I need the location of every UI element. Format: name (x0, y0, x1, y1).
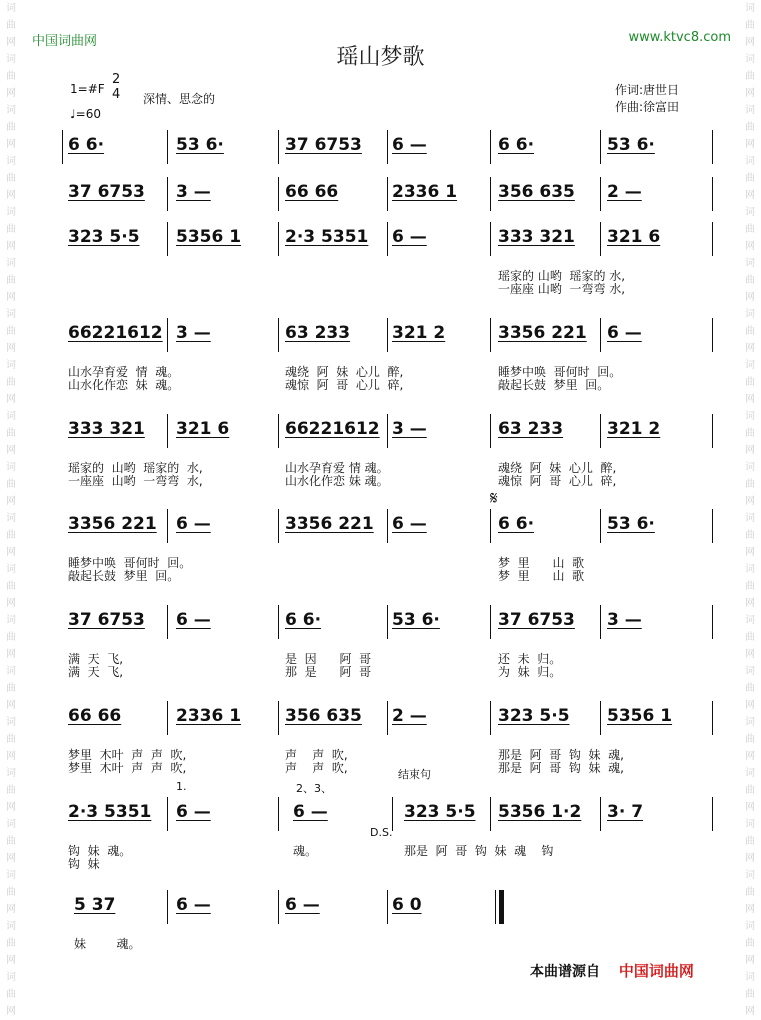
segno-sign: 𝄋 (490, 488, 498, 509)
measure: 356 635 (498, 182, 575, 202)
bar-line (387, 177, 388, 211)
watermark-char: 网 (745, 802, 755, 813)
measure: 321 2 (392, 323, 446, 343)
watermark-char: 曲 (745, 530, 755, 541)
measure: 37 6753 (68, 182, 145, 202)
watermark-char: 词 (6, 462, 16, 473)
measure: 37 6753 (68, 610, 145, 630)
lyric-line: 魂绕 阿 妹 心儿 醉, 魂惊 阿 哥 心儿 碎, (285, 365, 404, 392)
bar-line (600, 605, 601, 639)
footer-brand[interactable]: 中国词曲网 (618, 962, 694, 980)
bar-line (712, 509, 713, 543)
watermark-char: 词 (745, 717, 755, 728)
watermark-char: 词 (6, 360, 16, 371)
bar-line (387, 605, 388, 639)
measure: 6 6· (498, 514, 535, 534)
watermark-char: 曲 (745, 734, 755, 745)
watermark-char: 网 (745, 1006, 755, 1017)
bar-line (278, 797, 279, 831)
coda-label: 结束句 (398, 768, 431, 781)
watermark-char: 词 (6, 207, 16, 218)
watermark-char: 曲 (6, 275, 16, 286)
measure: 5356 1·2 (498, 802, 582, 822)
measure: 2336 1 (392, 182, 458, 202)
bar-line (490, 318, 491, 352)
bar-line (278, 414, 279, 448)
lyric-line: 妹 魂。 (74, 937, 141, 951)
measure: 3356 221 (68, 514, 157, 534)
watermark-char: 词 (745, 309, 755, 320)
final-barline (499, 890, 504, 924)
measure: 3356 221 (498, 323, 587, 343)
bar-line (712, 318, 713, 352)
watermark-char: 词 (745, 360, 755, 371)
measure: 6 6· (498, 135, 535, 155)
bar-line (712, 605, 713, 639)
bar-line (600, 797, 601, 831)
lyric-line: 那是 阿 哥 钩 妹 魂 钩 (404, 844, 554, 858)
lyric-line: 满 天 飞, 满 天 飞, (68, 652, 124, 679)
dal-segno: D.S. (370, 826, 393, 839)
measure: 3· 7 (607, 802, 644, 822)
watermark-char: 网 (745, 496, 755, 507)
watermark-char: 曲 (745, 989, 755, 1000)
bar-line (712, 177, 713, 211)
bar-line (387, 130, 388, 164)
bar-line (712, 414, 713, 448)
watermark-char: 网 (6, 955, 16, 966)
lyric-line: 那是 阿 哥 钩 妹 魂, 那是 阿 哥 钩 妹 魂, (498, 748, 624, 775)
watermark-char: 词 (6, 768, 16, 779)
watermark-char: 曲 (745, 173, 755, 184)
watermark-char: 网 (6, 241, 16, 252)
measure: 2 — (392, 706, 427, 726)
watermark-char: 词 (745, 156, 755, 167)
song-title: 瑶山梦歌 (336, 45, 425, 70)
time-denominator: 4 (112, 87, 121, 102)
measure: 66 66 (285, 182, 339, 202)
watermark-char: 词 (745, 513, 755, 524)
watermark-char: 曲 (6, 734, 16, 745)
measure: 6 — (176, 514, 211, 534)
watermark-char: 网 (6, 394, 16, 405)
watermark-char: 词 (745, 411, 755, 422)
bar-line (712, 701, 713, 735)
measure: 2·3 5351 (285, 227, 369, 247)
bar-line (278, 509, 279, 543)
volta-2-3: 2、3、 (296, 782, 332, 795)
bar-line (600, 701, 601, 735)
lyric-line: 声 声 吹, 声 声 吹, (285, 748, 348, 775)
footer-source: 本曲谱源自 (530, 964, 600, 980)
bar-line (600, 318, 601, 352)
watermark-char: 词 (745, 462, 755, 473)
measure: 323 5·5 (404, 802, 476, 822)
measure: 6 — (176, 802, 211, 822)
measure: 53 6· (392, 610, 440, 630)
watermark-char: 曲 (745, 938, 755, 949)
watermark-char: 曲 (6, 71, 16, 82)
measure: 6 — (285, 895, 320, 915)
bar-line (490, 222, 491, 256)
lyric-line: 山水孕育爱 情 魂。 山水化作恋 妹 魂。 (285, 461, 389, 488)
watermark-char: 网 (745, 853, 755, 864)
measure: 5 37 (74, 895, 116, 915)
watermark-char: 词 (745, 615, 755, 626)
bar-line (490, 701, 491, 735)
bar-line (495, 890, 496, 924)
measure: 53 6· (607, 135, 655, 155)
lyric-line: 梦 里 山 歌 梦 里 山 歌 (498, 556, 585, 583)
measure: 3 — (392, 419, 427, 439)
lyric-line: 瑶家的 山哟 瑶家的 水, 一座座 山哟 一弯弯 水, (68, 461, 203, 488)
watermark-char: 曲 (6, 581, 16, 592)
watermark-char: 曲 (6, 377, 16, 388)
watermark-char: 词 (745, 54, 755, 65)
watermark-char: 网 (745, 547, 755, 558)
watermark-char: 网 (6, 1006, 16, 1017)
watermark-char: 词 (745, 564, 755, 575)
watermark-char: 词 (745, 768, 755, 779)
watermark-char: 曲 (745, 428, 755, 439)
watermark-char: 网 (6, 649, 16, 660)
measure: 63 233 (285, 323, 351, 343)
watermark-char: 词 (6, 870, 16, 881)
watermark-char: 网 (6, 547, 16, 558)
measure: 6 — (392, 227, 427, 247)
bar-line (712, 797, 713, 831)
watermark-char: 曲 (745, 71, 755, 82)
watermark-char: 曲 (6, 938, 16, 949)
bar-line (62, 130, 63, 164)
time-signature (112, 72, 120, 102)
watermark-char: 网 (6, 853, 16, 864)
bar-line (600, 414, 601, 448)
lyric-line: 还 未 归。 为 妹 归。 (498, 652, 562, 679)
watermark-char: 词 (6, 717, 16, 728)
bar-line (278, 318, 279, 352)
bar-line (387, 222, 388, 256)
watermark-char: 词 (745, 105, 755, 116)
watermark-char: 曲 (6, 683, 16, 694)
watermark-char: 曲 (6, 530, 16, 541)
lyric-line: 魂绕 阿 妹 心儿 醉, 魂惊 阿 哥 心儿 碎, (498, 461, 617, 488)
watermark-char: 词 (745, 819, 755, 830)
measure: 6 — (392, 135, 427, 155)
watermark-right (739, 0, 761, 1017)
watermark-char: 网 (745, 445, 755, 456)
bar-line (600, 130, 601, 164)
measure: 66221612 (68, 323, 163, 343)
measure: 321 2 (607, 419, 661, 439)
measure: 3356 221 (285, 514, 374, 534)
measure: 321 6 (607, 227, 661, 247)
watermark-char: 网 (745, 37, 755, 48)
watermark-char: 网 (6, 88, 16, 99)
bar-line (600, 177, 601, 211)
measure: 2 — (607, 182, 642, 202)
bar-line (387, 414, 388, 448)
bar-line (490, 797, 491, 831)
measure: 66 66 (68, 706, 122, 726)
bar-line (167, 797, 168, 831)
lyric-line: 魂。 (293, 844, 318, 858)
watermark-char: 曲 (745, 887, 755, 898)
measure: 6 6· (285, 610, 322, 630)
watermark-char: 词 (6, 54, 16, 65)
watermark-char: 网 (745, 343, 755, 354)
watermark-char: 网 (745, 394, 755, 405)
measure: 37 6753 (285, 135, 362, 155)
watermark-char: 词 (745, 921, 755, 932)
watermark-char: 曲 (745, 836, 755, 847)
watermark-char: 曲 (745, 683, 755, 694)
watermark-char: 曲 (745, 326, 755, 337)
measure: 63 233 (498, 419, 564, 439)
watermark-char: 词 (6, 309, 16, 320)
bar-line (278, 605, 279, 639)
bar-line (278, 177, 279, 211)
site-name[interactable]: 中国词曲网 (32, 34, 98, 49)
watermark-char: 词 (745, 258, 755, 269)
footer (530, 960, 694, 981)
measure: 6 6· (68, 135, 105, 155)
bar-line (167, 605, 168, 639)
watermark-char: 网 (745, 139, 755, 150)
credits (615, 82, 679, 116)
measure: 333 321 (68, 419, 145, 439)
watermark-char: 曲 (745, 275, 755, 286)
watermark-char: 词 (6, 513, 16, 524)
tempo-marking: ♩=60 (70, 107, 101, 121)
bar-line (167, 701, 168, 735)
measure: 66221612 (285, 419, 380, 439)
bar-line (600, 222, 601, 256)
watermark-char: 曲 (6, 836, 16, 847)
measure: 323 5·5 (68, 227, 140, 247)
measure: 3 — (607, 610, 642, 630)
measure: 53 6· (607, 514, 655, 534)
watermark-char: 网 (745, 598, 755, 609)
watermark-char: 曲 (745, 20, 755, 31)
watermark-char: 词 (6, 3, 16, 14)
watermark-char: 曲 (6, 428, 16, 439)
watermark-char: 网 (745, 904, 755, 915)
bar-line (167, 890, 168, 924)
site-url[interactable]: www.ktvc8.com (628, 30, 731, 45)
watermark-char: 网 (6, 751, 16, 762)
watermark-char: 网 (745, 700, 755, 711)
bar-line (387, 890, 388, 924)
watermark-char: 词 (6, 105, 16, 116)
watermark-char: 曲 (6, 326, 16, 337)
watermark-char: 网 (6, 190, 16, 201)
watermark-char: 网 (6, 904, 16, 915)
measure: 356 635 (285, 706, 362, 726)
measure: 333 321 (498, 227, 575, 247)
measure: 323 5·5 (498, 706, 570, 726)
lyricist: 作词:唐世日 (615, 83, 680, 97)
bar-line (167, 318, 168, 352)
lyric-line: 钩 妹 魂。 钩 妹 (68, 844, 132, 871)
watermark-char: 网 (6, 802, 16, 813)
watermark-char: 网 (6, 37, 16, 48)
watermark-char: 网 (6, 496, 16, 507)
watermark-char: 词 (6, 411, 16, 422)
watermark-char: 词 (6, 666, 16, 677)
bar-line (278, 130, 279, 164)
watermark-char: 词 (6, 564, 16, 575)
watermark-char: 网 (745, 241, 755, 252)
lyric-line: 梦里 木叶 声 声 吹, 梦里 木叶 声 声 吹, (68, 748, 187, 775)
watermark-char: 网 (745, 88, 755, 99)
watermark-char: 网 (6, 445, 16, 456)
bar-line (167, 414, 168, 448)
watermark-char: 网 (6, 139, 16, 150)
measure: 2·3 5351 (68, 802, 152, 822)
watermark-char: 网 (6, 343, 16, 354)
watermark-char: 词 (745, 666, 755, 677)
measure: 6 — (607, 323, 642, 343)
bar-line (490, 509, 491, 543)
expression-marking: 深情、思念的 (143, 92, 216, 106)
watermark-char: 曲 (6, 632, 16, 643)
watermark-char: 曲 (745, 785, 755, 796)
measure: 3 — (176, 182, 211, 202)
bar-line (712, 130, 713, 164)
bar-line (490, 414, 491, 448)
watermark-char: 词 (745, 972, 755, 983)
composer: 作曲:徐富田 (615, 100, 680, 114)
bar-line (167, 222, 168, 256)
bar-line (490, 177, 491, 211)
watermark-char: 曲 (745, 377, 755, 388)
watermark-char: 词 (6, 819, 16, 830)
watermark-char: 网 (745, 292, 755, 303)
bar-line (490, 605, 491, 639)
lyric-line: 瑶家的 山哟 瑶家的 水, 一座座 山哟 一弯弯 水, (498, 269, 626, 296)
bar-line (712, 222, 713, 256)
measure: 6 — (392, 514, 427, 534)
measure: 37 6753 (498, 610, 575, 630)
measure: 5356 1 (607, 706, 673, 726)
watermark-char: 词 (6, 972, 16, 983)
bar-line (167, 509, 168, 543)
bar-line (387, 701, 388, 735)
bar-line (387, 509, 388, 543)
watermark-char: 曲 (6, 224, 16, 235)
measure: 6 — (176, 895, 211, 915)
watermark-char: 网 (745, 751, 755, 762)
watermark-char: 曲 (6, 887, 16, 898)
watermark-char: 词 (6, 258, 16, 269)
watermark-char: 网 (6, 292, 16, 303)
measure: 6 — (293, 802, 328, 822)
key-signature: 1=#F (70, 82, 105, 96)
watermark-char: 网 (6, 700, 16, 711)
bar-line (490, 130, 491, 164)
watermark-char: 曲 (6, 173, 16, 184)
watermark-char: 词 (6, 156, 16, 167)
time-numerator: 2 (112, 72, 121, 87)
bar-line (600, 509, 601, 543)
watermark-char: 词 (6, 921, 16, 932)
watermark-char: 曲 (6, 479, 16, 490)
watermark-char: 词 (745, 207, 755, 218)
watermark-char: 词 (745, 3, 755, 14)
lyric-line: 睡梦中唤 哥何时 回。 敲起长鼓 梦里 回。 (498, 365, 622, 392)
watermark-char: 词 (6, 615, 16, 626)
measure: 2336 1 (176, 706, 242, 726)
measure: 6 0 (392, 895, 422, 915)
watermark-char: 曲 (6, 785, 16, 796)
watermark-char: 曲 (6, 989, 16, 1000)
watermark-char: 网 (745, 190, 755, 201)
watermark-char: 网 (6, 598, 16, 609)
bar-line (167, 177, 168, 211)
watermark-char: 曲 (745, 479, 755, 490)
lyric-line: 山水孕育爱 情 魂。 山水化作恋 妹 魂。 (68, 365, 180, 392)
watermark-char: 曲 (745, 632, 755, 643)
watermark-char: 网 (745, 955, 755, 966)
bar-line (278, 701, 279, 735)
watermark-char: 词 (745, 870, 755, 881)
watermark-char: 网 (745, 649, 755, 660)
bar-line (278, 222, 279, 256)
bar-line (167, 130, 168, 164)
lyric-line: 睡梦中唤 哥何时 回。 敲起长鼓 梦里 回。 (68, 556, 192, 583)
watermark-char: 曲 (6, 122, 16, 133)
measure: 53 6· (176, 135, 224, 155)
bar-line (278, 890, 279, 924)
watermark-char: 曲 (745, 122, 755, 133)
watermark-left (0, 0, 22, 1017)
measure: 321 6 (176, 419, 230, 439)
volta-1: 1. (176, 780, 187, 793)
measure: 5356 1 (176, 227, 242, 247)
measure: 6 — (176, 610, 211, 630)
lyric-line: 是 因 阿 哥 那 是 阿 哥 (285, 652, 372, 679)
watermark-char: 曲 (745, 224, 755, 235)
measure: 3 — (176, 323, 211, 343)
watermark-char: 曲 (6, 20, 16, 31)
bar-line (387, 318, 388, 352)
watermark-char: 曲 (745, 581, 755, 592)
